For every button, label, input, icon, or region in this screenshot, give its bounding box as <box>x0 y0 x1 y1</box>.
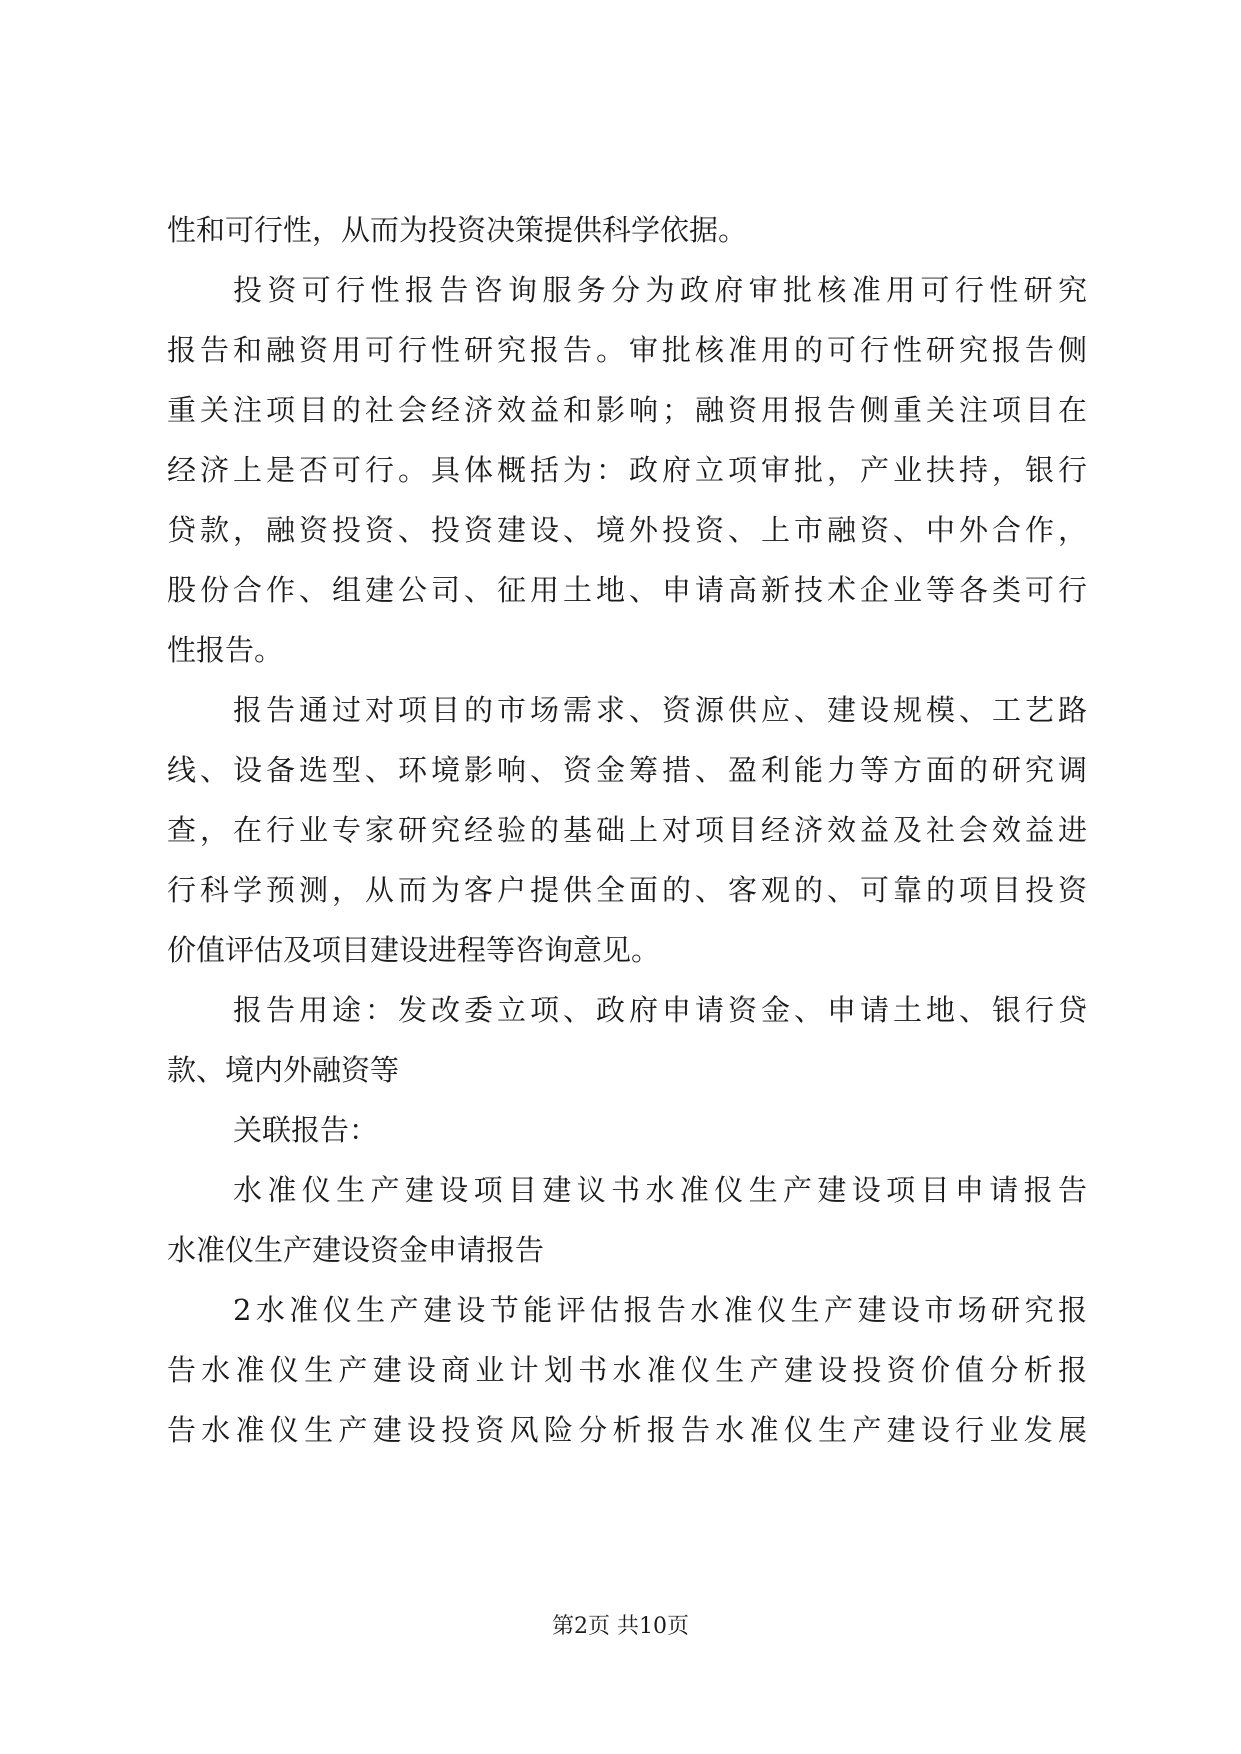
text-line: 2水准仪生产建设节能评估报告水准仪生产建设市场研究报 <box>233 1293 1087 1327</box>
text-line: 性报告。 <box>167 633 284 667</box>
text-line: 报告通过对项目的市场需求、资源供应、建设规模、工艺路 <box>233 693 1087 727</box>
text-line: 查，在行业专家研究经验的基础上对项目经济效益及社会效益进 <box>167 813 1087 847</box>
text-line: 报告用途：发改委立项、政府申请资金、申请土地、银行贷 <box>233 993 1087 1027</box>
text-line: 价值评估及项目建设进程等咨询意见。 <box>167 933 661 967</box>
text-line: 水准仪生产建设资金申请报告 <box>167 1233 545 1267</box>
text-line: 贷款，融资投资、投资建设、境外投资、上市融资、中外合作， <box>167 513 1087 547</box>
text-line: 行科学预测，从而为客户提供全面的、客观的、可靠的项目投资 <box>167 873 1087 907</box>
text-line: 关联报告： <box>233 1113 379 1147</box>
text-line: 性和可行性，从而为投资决策提供科学依据。 <box>167 213 748 247</box>
text-line: 款、境内外融资等 <box>167 1053 400 1087</box>
text-line: 线、设备选型、环境影响、资金筹措、盈利能力等方面的研究调 <box>167 753 1087 787</box>
text-line: 水准仪生产建设项目建议书水准仪生产建设项目申请报告 <box>233 1173 1087 1207</box>
text-line: 告水准仪生产建设投资风险分析报告水准仪生产建设行业发展 <box>167 1413 1087 1447</box>
text-line: 股份合作、组建公司、征用土地、申请高新技术企业等各类可行 <box>167 573 1087 607</box>
text-line: 告水准仪生产建设商业计划书水准仪生产建设投资价值分析报 <box>167 1353 1087 1387</box>
page-number-footer: 第2页 共10页 <box>552 1614 689 1639</box>
text-line: 重关注项目的社会经济效益和影响；融资用报告侧重关注项目在 <box>167 393 1087 427</box>
text-line: 报告和融资用可行性研究报告。审批核准用的可行性研究报告侧 <box>167 333 1087 367</box>
text-line: 投资可行性报告咨询服务分为政府审批核准用可行性研究 <box>233 273 1087 307</box>
text-line: 经济上是否可行。具体概括为：政府立项审批，产业扶持，银行 <box>167 453 1087 487</box>
